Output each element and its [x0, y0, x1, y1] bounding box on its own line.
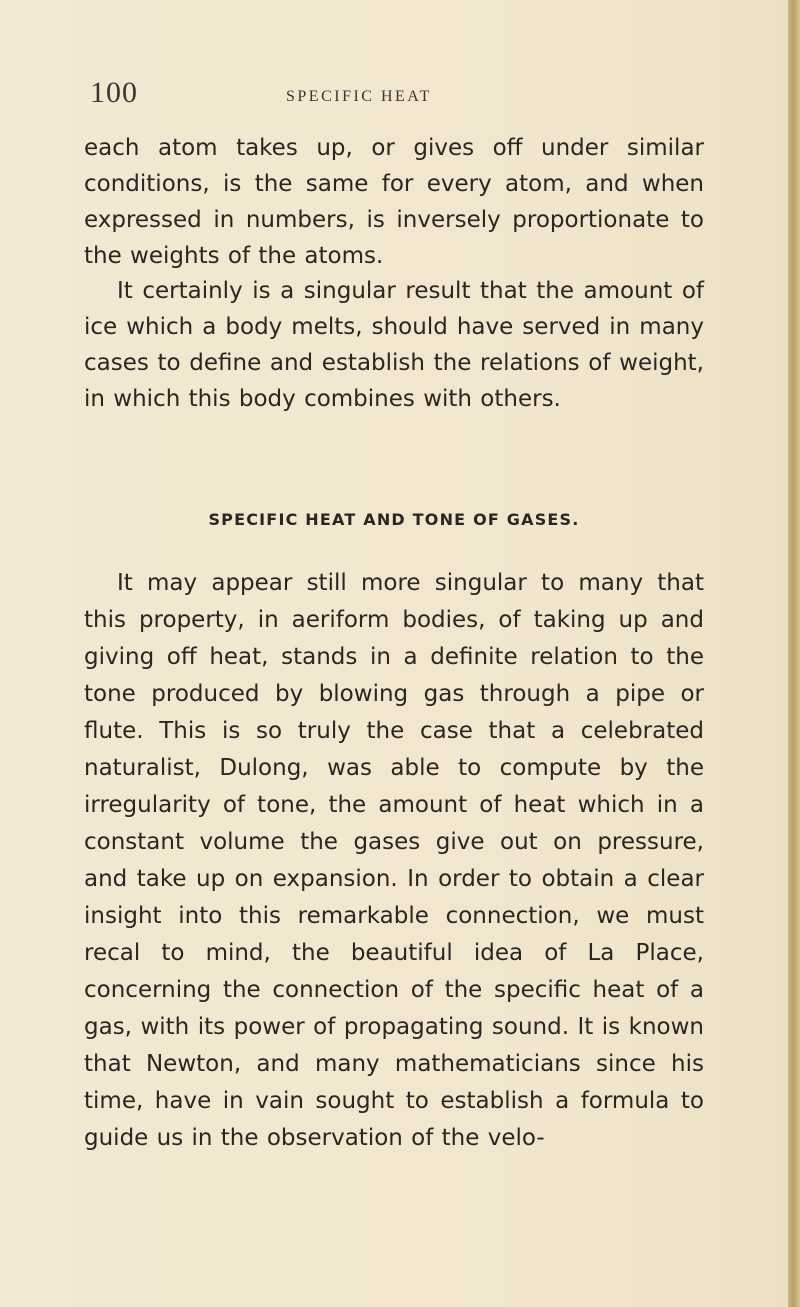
page-number: 100 — [90, 76, 138, 109]
paragraph-gases: It may appear still more singular to many that this property, in aeriform bodies, of taking up and giving off heat, stands in a definite relation to the tone produced by blowing gas through a pipe or flute. This is so truly the case that a celebrated naturalist, Dulong, was able to compute by the irregularity of tone, the amount of heat which in a constant volume the gases give out on pressure, and take up on expansion. In order to obtain a clear insight into this remarkable connection, we must recal to mind, the beautiful idea of La Place, concerning the connection of the specific heat of a gas, with its power of propagating sound. It is known that Newton, and many mathematicians since his time, have in vain sought to establish a formula to guide us in the observation of the velo- — [84, 570, 704, 1151]
paragraph-ice: It certainly is a singular result that the amount of ice which a body melts, should have served in many cases to define and establish the relations of weight, in which this body combines with others. — [84, 278, 704, 412]
section-heading: SPECIFIC HEAT AND TONE OF GASES. — [208, 510, 580, 529]
running-head: SPECIFIC HEAT — [286, 88, 432, 105]
page-edge — [788, 0, 800, 1307]
paragraph-continuation: each atom takes up, or gives off under similar conditions, is the same for every atom, and when expressed in numbers, is inversely proportionate to the weights of the atoms. — [84, 135, 704, 269]
page-header — [0, 76, 800, 116]
